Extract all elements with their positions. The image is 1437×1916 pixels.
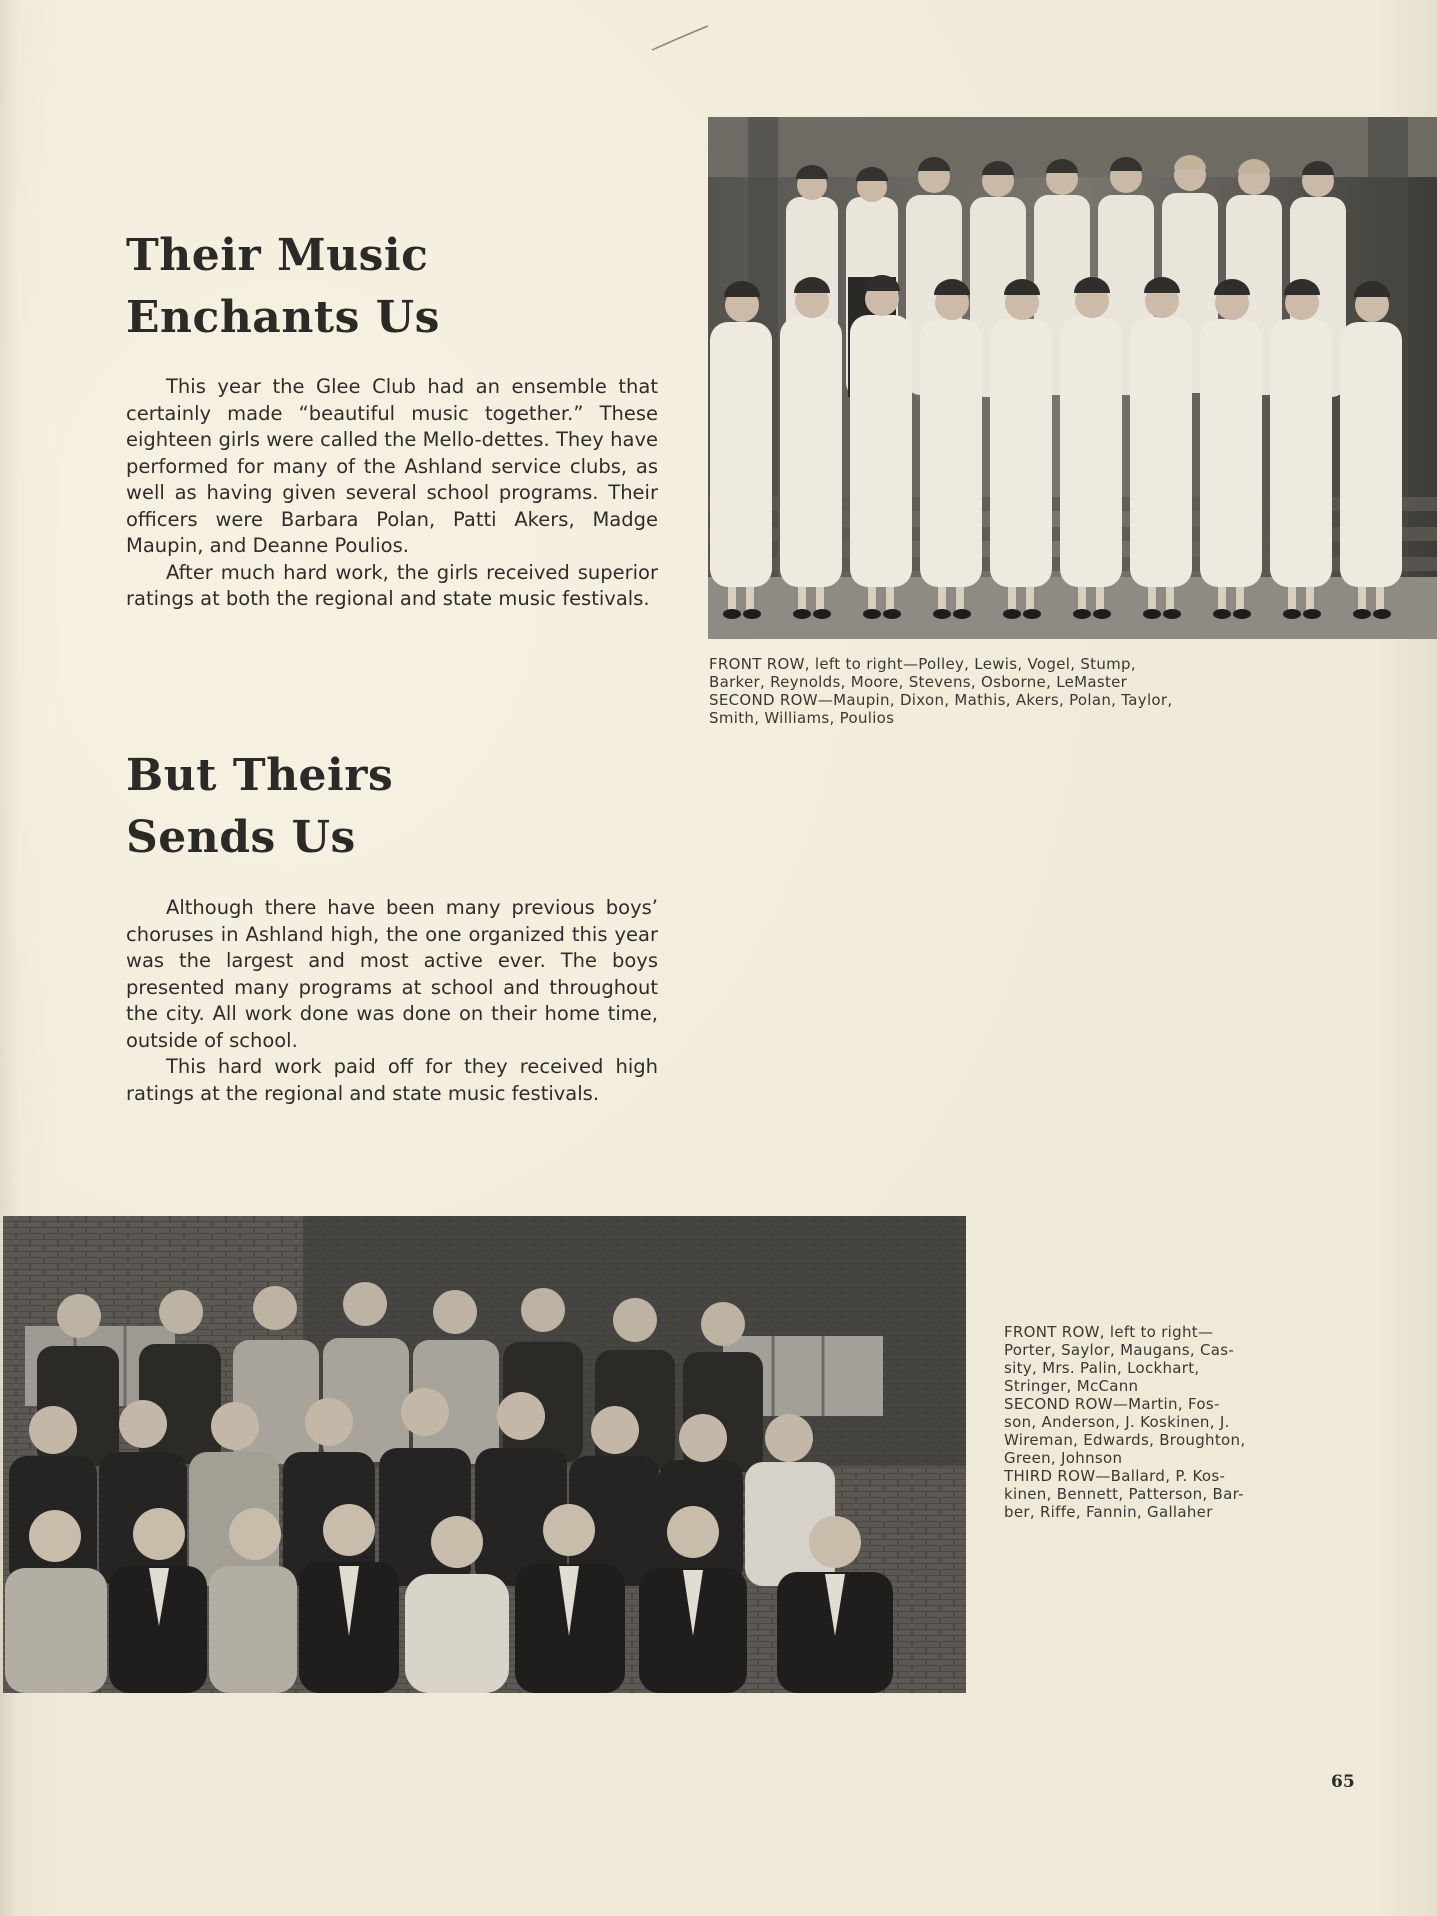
article-body-boys-chorus <box>126 895 658 1107</box>
paragraph: After much hard work, the girls received superior ratings at both the regional and state music festivals. <box>126 560 658 610</box>
caption-line: SECOND ROW—Maupin, Dixon, Mathis, Akers, Polan, Taylor, <box>709 691 1173 709</box>
caption-line: Smith, Williams, Poulios <box>709 709 895 727</box>
caption-line: FRONT ROW, left to right— <box>1004 1323 1214 1341</box>
heading-line: Sends Us <box>126 812 356 863</box>
heading-line: Their Music <box>126 230 429 281</box>
caption-line: sity, Mrs. Palin, Lockhart, <box>1004 1359 1200 1377</box>
caption-line: Barker, Reynolds, Moore, Stevens, Osborne, LeMaster <box>709 673 1128 691</box>
heading-line: But Theirs <box>126 750 394 801</box>
caption-line: Porter, Saylor, Maugans, Cas- <box>1004 1341 1235 1359</box>
page-number: 65 <box>1331 1772 1355 1792</box>
heading-their-music-enchants-us <box>126 225 440 349</box>
caption-boys-chorus <box>1004 1323 1274 1521</box>
photo-mello-dettes <box>708 117 1437 639</box>
photo-mello-dettes-image <box>708 117 1437 639</box>
caption-line: Wireman, Edwards, Broughton, <box>1004 1431 1246 1449</box>
photo-boys-chorus-image <box>3 1216 966 1693</box>
paragraph: Although there have been many previous boys’ choruses in Ashland high, the one organized this year was the largest and most active ever. The boys presented many programs at school and throughout the city. All work done was done on their home time, outside of school. <box>126 896 658 1052</box>
caption-line: THIRD ROW—Ballard, P. Kos- <box>1004 1467 1226 1485</box>
pencil-mark <box>650 24 710 54</box>
heading-line: Enchants Us <box>126 292 440 343</box>
paragraph: This hard work paid off for they received high ratings at the regional and state music festivals. <box>126 1055 658 1105</box>
heading-but-theirs-sends-us <box>126 745 393 869</box>
caption-mello-dettes <box>709 655 1249 727</box>
caption-line: kinen, Bennett, Patterson, Bar- <box>1004 1485 1244 1503</box>
caption-line: ber, Riffe, Fannin, Gallaher <box>1004 1503 1213 1521</box>
caption-line: Stringer, McCann <box>1004 1377 1139 1395</box>
article-body-glee-club <box>126 374 658 613</box>
caption-line: FRONT ROW, left to right—Polley, Lewis, Vogel, Stump, <box>709 655 1136 673</box>
caption-line: son, Anderson, J. Koskinen, J. <box>1004 1413 1230 1431</box>
caption-line: SECOND ROW—Martin, Fos- <box>1004 1395 1220 1413</box>
photo-boys-chorus <box>3 1216 966 1693</box>
caption-line: Green, Johnson <box>1004 1449 1123 1467</box>
paragraph: This year the Glee Club had an ensemble that certainly made “beautiful music together.” These eighteen girls were called the Mello-dettes. They have performed for many of the Ashland service clubs, as well as having given several school programs. Their officers were Barbara Polan, Patti Akers, Madge Maupin, and Deanne Poulios. <box>126 375 658 557</box>
